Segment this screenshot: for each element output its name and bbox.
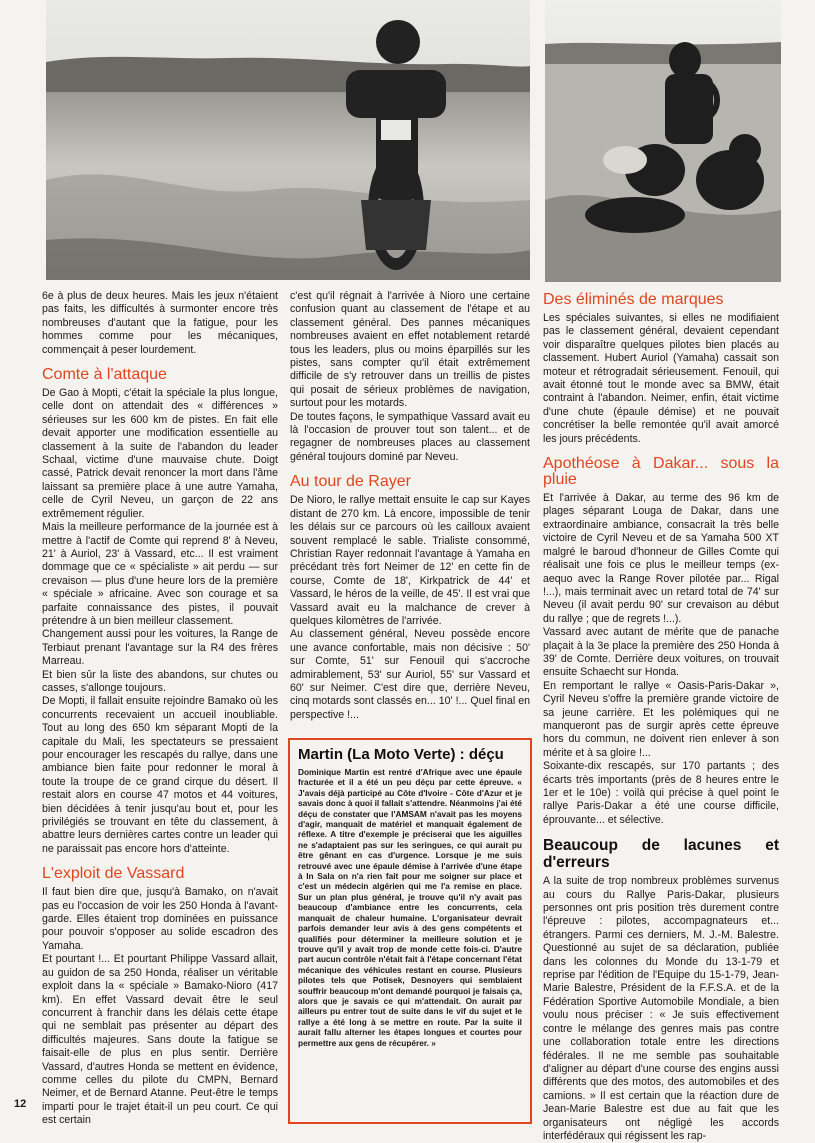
paragraph: De Mopti, il fallait ensuite rejoindre Bamako où les concurrents recevaient un accueil inoubliable. Tout au long des 650 km séparant Mopti de la capitale du Mali, les spectateurs se pressaient pour encourager les rescapés du rallye, dans une ambiance bien faite pour redonner le moral à toute la troupe de ce grand cirque du désert. Il restait alors en course 47 motos et 44 voitures, bien décidées à tenir jusqu'au bout et, pour les privilégiés se trouvant en tête du classement, à abattre leurs dernières cartes contre un leader qui ne paraissait pas encore hors d'atteinte. (42, 695, 278, 855)
paragraph: En remportant le rallye « Oasis-Paris-Dakar », Cyril Neveu s'offre la première grande victoire de sa jeune carrière. Et les polémiques qui ne manqueront pas de surgir après cette épreuve hors du commun, ne doivent rien enlever à son mérite et à sa gloire !... (543, 679, 779, 759)
heading-rayer: Au tour de Rayer (290, 473, 411, 491)
paragraph: c'est qu'il régnait à l'arrivée à Nioro une certaine confusion quant au classement de l'étape et au classement général. Des pannes mécaniques nombreuses avaient en effet notablement retardé tous les leaders, plus ou moins éparpillés sur les pistes, sans compter qu'il était extrêmement difficile de s'y retrouver dans un treillis de pistes qui posait de sérieux problèmes de navigation, surtout pour les motards. (290, 290, 530, 410)
paragraph: Les spéciales suivantes, si elles ne modifiaient pas le classement général, devaient cependant voir disparaître quelques pilotes bien placés au classement. Hubert Auriol (Yamaha) cassait son moteur et rétrogradait sérieusement. Fenouil, qui avait étonné tout le monde avec sa BMW, était contraint à l'abandon. Neimer, enfin, était victime d'une chute (épaule démise) et ne pouvait concrétiser la belle remontée qu'il avait amorcé les jours précédents. (543, 312, 779, 445)
paragraph: Il faut bien dire que, jusqu'à Bamako, on n'avait pas eu l'occasion de voir les 250 Honda à l'avant-garde. Elles étaient trop dominées en puissance pour pouvoir s'opposer au solide escadron des Yamaha. (42, 886, 278, 952)
page-number: 12 (14, 1098, 27, 1110)
paragraph: Et bien sûr la liste des abandons, sur chutes ou casses, s'allonge toujours. (42, 668, 278, 694)
box-text: Dominique Martin est rentré d'Afrique avec une épaule fracturée et il a été un peu déçu par cette épreuve. « J'avais déjà participé au Côte d'Ivoire - Côte d'Azur et je savais donc à quoi il fallait s'attendre. Néanmoins j'ai été déçu de constater que l'AMSAM n'avait pas les moyens d'agir, manquait de matériel et manquait également de réflexe. A titre d'exemple je préciserai que les aiguilles ne s'adaptaient pas sur les seringues, ce qui aurait pu être gênant en cas d'urgence. Lorsque je me suis retrouvé avec une épaule démise à l'arrivée d'une étape à In Sala on n'a rien fait pour me soigner sur place et c'est un médecin algérien qui me l'a remise en place. Sur un plan plus général, je trouve qu'il n'y avait pas beaucoup d'ambiance entre les concurrents, cela manquait de chaleur humaine. L'organisateur devrait parfois demander leur avis à des gens compétents et qualifiés pour déterminer la meilleure solution et je trouve qu'il y avait trop de monde cette fois-ci. D'autre part aucun contrôle n'était fait à l'étape concernant l'état mécanique des véhicules restant en course. Plusieurs pilotes tels que Potisek, Desnoyers qui semblaient souffrir beaucoup m'ont demandé pourquoi je faisais ça, alors que je savais ce qui m'attendait. On aurait par ailleurs pu entrer tout de suite dans le vif du sujet et le rallye a été long à se mettre en route. Par la suite il aurait fallu alterner les étapes longues et courtes pour permettre aux gens de récupérer. » (298, 767, 522, 1048)
photo-mechanics (545, 0, 781, 282)
paragraph: De Nioro, le rallye mettait ensuite le cap sur Kayes distant de 270 km. Là encore, impossible de tenir les délais sur ce parcours où les cailloux avaient souvent remplacé le sable. Trialiste consommé, Christian Rayer redonnait l'avantage à Yamaha en précédant très fort Neimer de 12' en cette fin de course, Comte de 18', Kirkpatrick de 44' et Vassard, le héros de la veille, de 45'. Il est vrai que Vassard avait eu la malchance de crever à quelques kilomètres de l'arrivée. (290, 494, 530, 627)
heading-lacunes: Beaucoup de lacunes et d'erreurs (543, 837, 779, 872)
paragraph: Mais la meilleure performance de la journée est à mettre à l'actif de Comte qui reprend 8' à Neveu, 21' à Auriol, 23' à Vassard, etc... Il est vraiment dommage que ce « spécialiste » ait perdu — sur crevaison — plus d'une heure lors de la première « spéciale » africaine. Avec son courage et sa parfaite connaissance des pistes, il pouvait prétendre à un bien meilleur classement. (42, 521, 278, 627)
column-3 (543, 292, 779, 1143)
paragraph: Au classement général, Neveu possède encore une avance confortable, mais non décisive : 50' sur Comte, 51' sur Fenouil qui s'accroche admirablement, 53' sur Auriol, 55' sur Vassard et 60' sur Neimer. C'est dire que, derrière Neveu, cinq motards sont classés en... 10' !... Quel final en perspective !... (290, 628, 530, 721)
paragraph: 6e à plus de deux heures. Mais les jeux n'étaient pas faits, les difficultés à surmonter encore très nombreuses d'autant que la fatigue, pour les hommes comme pour les mécaniques, commençait à peser lourdement. (42, 290, 278, 356)
paragraph: A la suite de trop nombreux problèmes survenus au cours du Rallye Paris-Dakar, plusieurs personnes ont pris position très durement contre l'épreuve : pilotes, accompagnateurs et... étrangers. Parmi ces derniers, M. J.-M. Balestre. Questionné au sujet de sa déclaration, publiée dans les colonnes du Monde du 13-1-79 et reprise par l'édition de l'Equipe du 15-1-79, Jean-Marie Balestre, Président de la F.F.S.A. et de la Fédération Sportive Automobile Mondiale, a bien voulu nous préciser : « Je suis effectivement contre le mélange des genres mais pas contre une collaboration totale entre les directions fédérales. Il ne me semble pas souhaitable d'aligner au départ d'une course des engins aussi différents que des motos, des automobiles et des camions. » Il est certain que la réaction dure de Jean-Marie Balestre est due au fait que les organisateurs ont négligé les accords interfédéraux qui régissent les rap- (543, 875, 779, 1142)
paragraph: Soixante-dix rescapés, sur 170 partants ; des écarts très importants (près de 8 heures entre le 1er et le 10e) : voilà qui précise à quel point le rallye Paris-Dakar a été une course difficile, éprouvante... et sélective. (543, 760, 779, 826)
paragraph: Et l'arrivée à Dakar, au terme des 96 km de plages séparant Louga de Dakar, dans une extraordinaire ambiance, consacrait la très belle victoire de Cyril Neveu et de sa Yamaha 500 XT malgré le baroud d'honneur de Gilles Comte qui réalisait une fois ce plus le meilleur temps (ex-aequo avec la Range Rover pilotée par... Rigal !...), mais terminait avec un retard total de 74' sur Neveu (il avait perdu 90' sur crevaison au début du rallye ; que de regrets !...). (543, 492, 779, 625)
paragraph: De toutes façons, le sympathique Vassard avait eu là l'occasion de prouver tout son talent... et de regagner de nombreuses places au classement général toujours dominé par Neveu. (290, 410, 530, 463)
column-2 (290, 290, 530, 722)
photo-rider-desert (46, 0, 530, 280)
column-1 (42, 290, 278, 1128)
heading-vassard: L'exploit de Vassard (42, 865, 185, 883)
paragraph: Et pourtant !... Et pourtant Philippe Vassard allait, au guidon de sa 250 Honda, réaliser un véritable exploit dans la « spéciale » Bamako-Nioro (417 km). En effet Vassard devait être le seul concurrent à franchir dans les délais cette étape qui ne semblait pas présenter au départ des difficultés majeures. Sans doute la fatigue se faisait-elle de plus en plus sentir. Derrière Vassard, d'autres Honda se mettent en évidence, comme celles du pilote du CMPN, Bernard Neimer, et de Bernard Atanne. Peut-être le temps imparti pour le trajet était-il un peu court. Ce qui est certain (42, 953, 278, 1127)
paragraph: Changement aussi pour les voitures, la Range de Terbiaut prenant l'avantage sur la R4 des frères Marreau. (42, 628, 278, 668)
heading-elimines: Des éliminés de marques (543, 291, 724, 308)
paragraph: De Gao à Mopti, c'était la spéciale la plus longue, celle dont on attendait des « différences » sérieuses sur les 600 km de pistes. En fait elle devait apporter une modification essentielle au classement à la suite de l'abandon du leader Schaal, victime d'une mauvaise chute. Doigt cassé, Patrick devait renoncer la mort dans l'âme laissant sa première place à une autre Yamaha, celle de Cyril Neveu, un garçon de 22 ans extrêmement régulier. (42, 387, 278, 520)
sidebar-box-martin (288, 738, 532, 1124)
box-title: Martin (La Moto Verte) : déçu (298, 746, 504, 763)
paragraph: Vassard avec autant de mérite que de panache plaçait à la 3e place la première des 250 Honda à 39' de Comte. Derrière deux voitures, on trouvait ensuite Schaecht sur Honda. (543, 626, 779, 679)
heading-dakar: Apothéose à Dakar... sous la pluie (543, 455, 779, 489)
heading-comte: Comte à l'attaque (42, 366, 167, 384)
